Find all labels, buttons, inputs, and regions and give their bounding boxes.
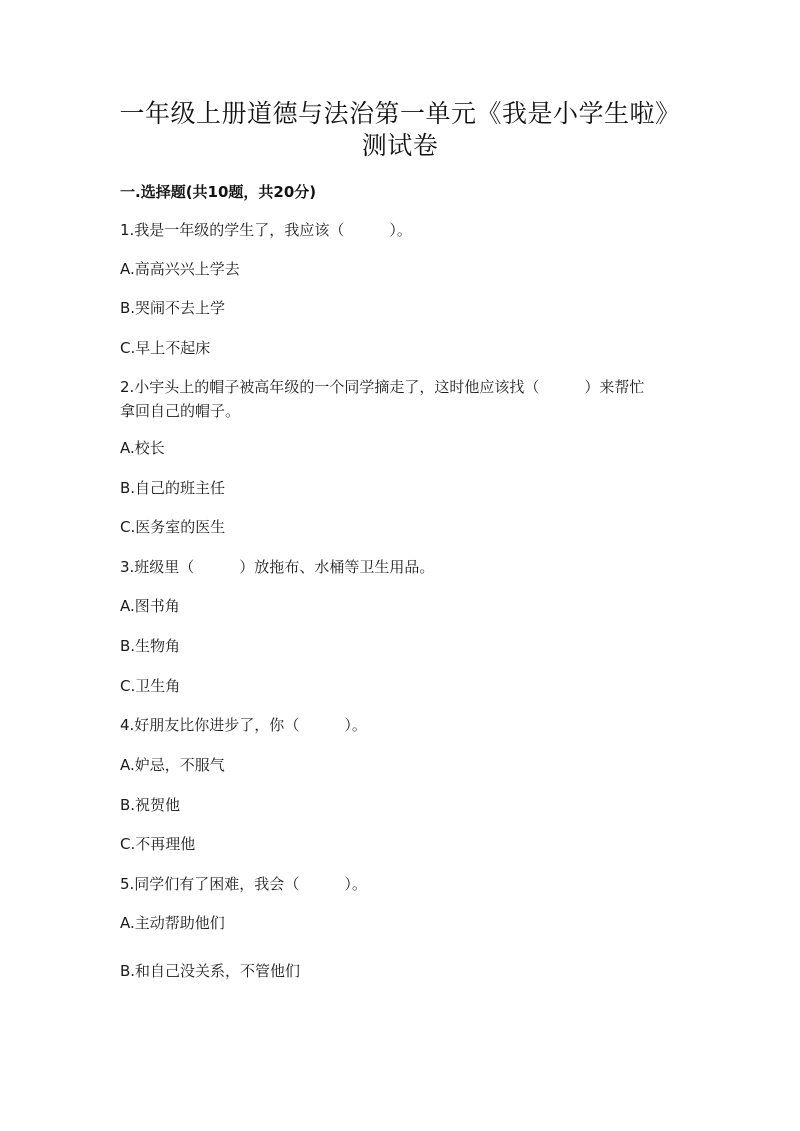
question-5-option-a: A.主动帮助他们 bbox=[120, 914, 225, 932]
page-title: 一年级上册道德与法治第一单元《我是小学生啦》 bbox=[119, 99, 681, 128]
question-5-option-b: B.和自己没关系，不管他们 bbox=[120, 962, 301, 980]
question-3-option-b: B.生物角 bbox=[120, 637, 181, 655]
question-4-option-c: C.不再理他 bbox=[120, 835, 196, 853]
question-5-stem: 5.同学们有了困难，我会（ ）。 bbox=[120, 875, 367, 893]
question-3-stem: 3.班级里（ ）放拖布、水桶等卫生用品。 bbox=[120, 558, 435, 576]
page-subtitle: 测试卷 bbox=[361, 131, 439, 160]
question-1-option-c: C.早上不起床 bbox=[120, 339, 211, 357]
question-3-option-c: C.卫生角 bbox=[120, 677, 181, 695]
question-1-stem: 1.我是一年级的学生了，我应该（ ）。 bbox=[120, 221, 412, 239]
section-heading: 一.选择题(共10题，共20分) bbox=[120, 183, 317, 201]
question-2-stem-line-2: 拿回自己的帽子。 bbox=[120, 402, 241, 420]
question-1-option-b: B.哭闹不去上学 bbox=[120, 299, 226, 317]
question-4-option-a: A.妒忌，不服气 bbox=[120, 756, 225, 774]
question-2-option-c: C.医务室的医生 bbox=[120, 518, 226, 536]
question-2-option-b: B.自己的班主任 bbox=[120, 479, 226, 497]
question-1-option-a: A.高高兴兴上学去 bbox=[120, 260, 240, 278]
question-3-option-a: A.图书角 bbox=[120, 597, 180, 615]
question-2-stem-line-1: 2.小宇头上的帽子被高年级的一个同学摘走了，这时他应该找（ ）来帮忙 bbox=[120, 378, 645, 396]
question-2-option-a: A.校长 bbox=[120, 439, 165, 457]
question-4-option-b: B.祝贺他 bbox=[120, 796, 181, 814]
question-4-stem: 4.好朋友比你进步了，你（ ）。 bbox=[120, 716, 367, 734]
